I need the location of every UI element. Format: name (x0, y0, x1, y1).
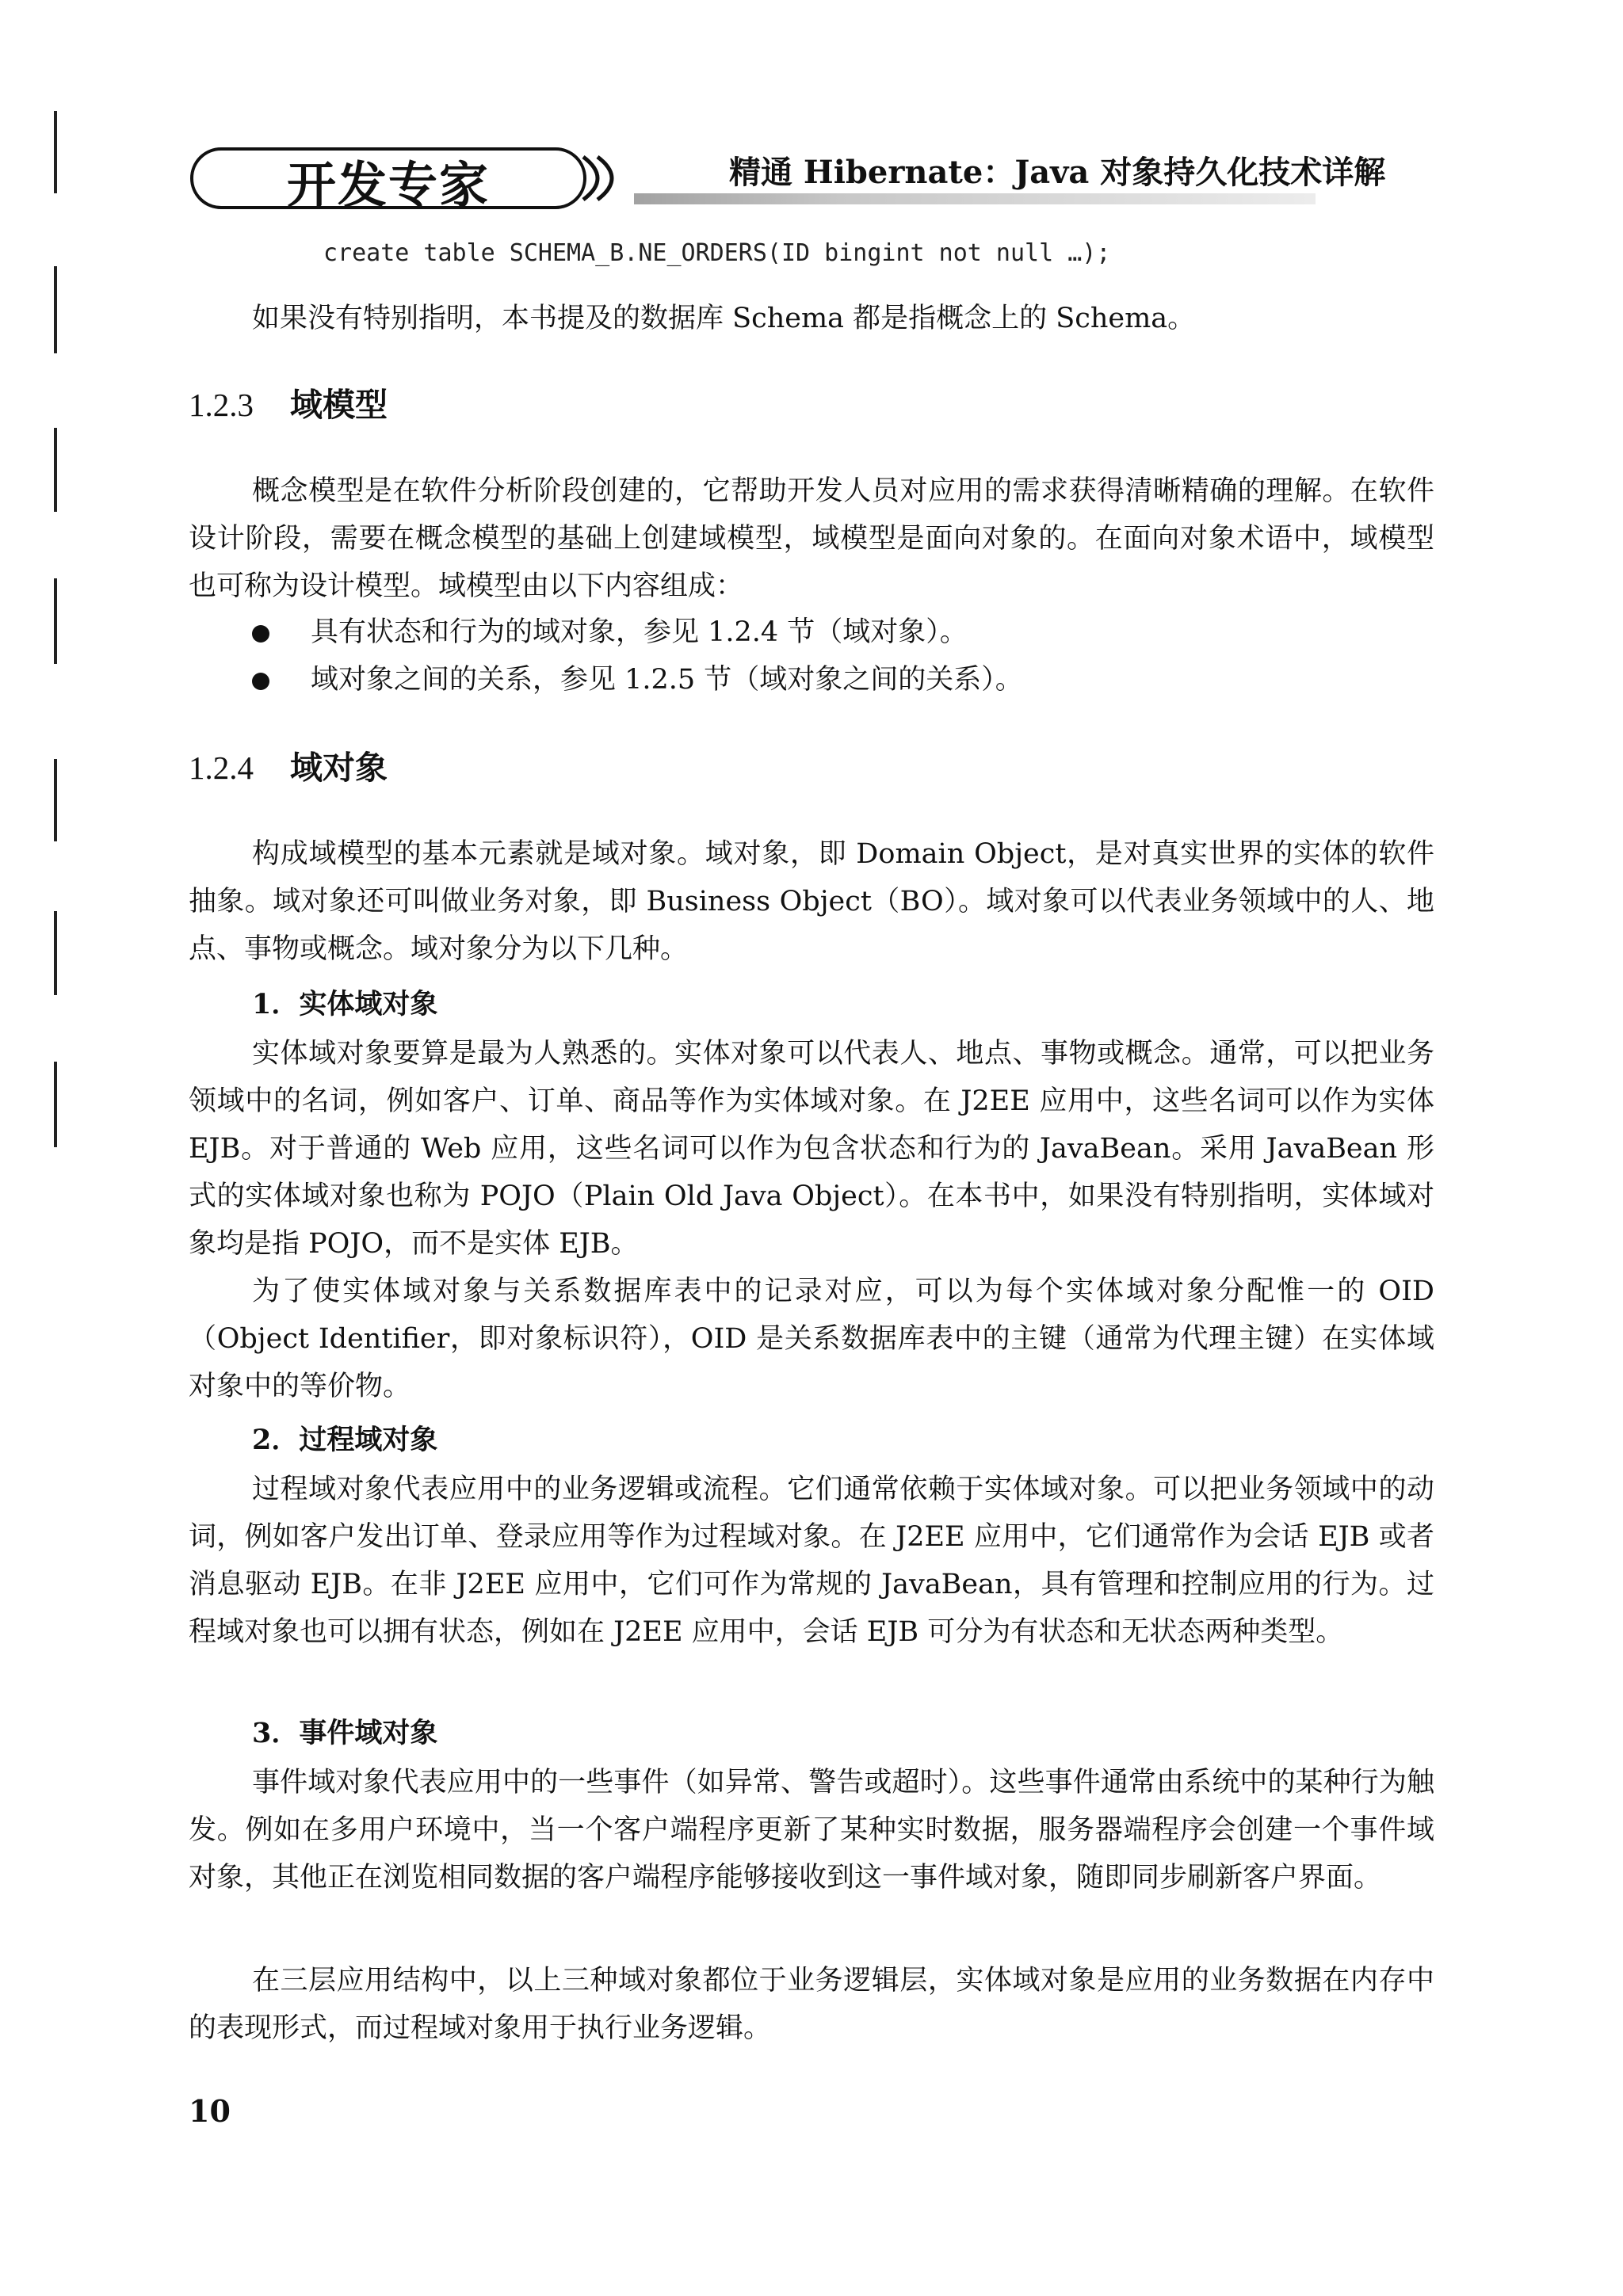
subheading-entity: 1．实体域对象 (252, 988, 438, 1020)
subheading-process: 2．过程域对象 (252, 1424, 438, 1456)
paragraph-domain-model: 概念模型是在软件分析阶段创建的，它帮助开发人员对应用的需求获得清晰精确的理解。在软件设计阶段，需要在概念模型的基础上创建域模型，域模型是面向对象的。在面向对象术语中，域模型也可称为设计模型。域模型由以下内容组成： (189, 475, 1434, 602)
section-heading-1-2-3 (189, 379, 388, 425)
section-number: 1.2.3 (189, 387, 254, 423)
margin-mark (54, 1062, 57, 1147)
paragraph-event: 事件域对象代表应用中的一些事件（如异常、警告或超时）。这些事件通常由系统中的某种行为触发。例如在多用户环境中，当一个客户端程序更新了某种实时数据，服务器端程序会创建一个事件域对象，其他正在浏览相同数据的客户端程序能够接收到这一事件域对象，随即同步刷新客户界面。 (189, 1767, 1434, 1894)
paragraph-domain-object: 构成域模型的基本元素就是域对象。域对象，即 Domain Object，是对真实世界的实体的软件抽象。域对象还可叫做业务对象，即 Business Object（BO）。域对象可以代表业务领域中的人、地点、事物或概念。域对象分为以下几种。 (189, 838, 1434, 965)
series-logo-text: 开发专家 (287, 156, 491, 214)
paragraph-layers: 在三层应用结构中，以上三种域对象都位于业务逻辑层，实体域对象是应用的业务数据在内存中的表现形式，而过程域对象用于执行业务逻辑。 (189, 1965, 1434, 2044)
margin-mark (54, 428, 57, 512)
margin-mark (54, 759, 57, 841)
margin-mark (54, 266, 57, 353)
paragraph-schema-note: 如果没有特别指明，本书提及的数据库 Schema 都是指概念上的 Schema。 (252, 303, 1196, 334)
list-item-text: 具有状态和行为的域对象，参见 1.2.4 节（域对象）。 (311, 616, 968, 648)
margin-mark (54, 911, 57, 995)
margin-mark (54, 578, 57, 664)
book-title: 精通 Hibernate：Java 对象持久化技术详解 (729, 154, 1386, 191)
margin-mark (54, 111, 57, 193)
paragraph-entity-2: 为了使实体域对象与关系数据库表中的记录对应，可以为每个实体域对象分配惟一的 OID（Object Identifier，即对象标识符），OID 是关系数据库表中的主键（通常为代理主键）在实体域对象中的等价物。 (189, 1276, 1434, 1402)
subheading-event: 3．事件域对象 (252, 1717, 438, 1749)
bullet-icon (252, 673, 269, 690)
list-item-text: 域对象之间的关系，参见 1.2.5 节（域对象之间的关系）。 (311, 664, 1023, 696)
bullet-icon (252, 625, 269, 643)
paragraph-entity-1: 实体域对象要算是最为人熟悉的。实体对象可以代表人、地点、事物或概念。通常，可以把业务领域中的名词，例如客户、订单、商品等作为实体域对象。在 J2EE 应用中，这些名词可以作为实体 EJB。对于普通的 Web 应用，这些名词可以作为包含状态和行为的 JavaBean。采用 JavaBean 形式的实体域对象也称为 POJO（Plain Old Java Object）。在本书中，如果没有特别指明，实体域对象均是指 POJO，而不是实体 EJB。 (189, 1038, 1434, 1260)
sql-code-line: create table SCHEMA_B.NE_ORDERS(ID bingint not null …); (323, 239, 1111, 267)
running-header (190, 147, 1386, 223)
section-title: 域对象 (290, 749, 388, 787)
page-number: 10 (189, 2093, 231, 2129)
header-rule (634, 193, 1316, 204)
list-item (252, 658, 1023, 697)
list-item (252, 610, 968, 650)
section-number: 1.2.4 (189, 749, 254, 786)
paragraph-process: 过程域对象代表应用中的业务逻辑或流程。它们通常依赖于实体域对象。可以把业务领域中的动词，例如客户发出订单、登录应用等作为过程域对象。在 J2EE 应用中，它们通常作为会话 EJB 或者消息驱动 EJB。在非 J2EE 应用中，它们可作为常规的 JavaBean，具有管理和控制应用的行为。过程域对象也可以拥有状态，例如在 J2EE 应用中，会话 EJB 可分为有状态和无状态两种类型。 (189, 1474, 1434, 1648)
section-heading-1-2-4 (189, 742, 388, 788)
section-title: 域模型 (290, 386, 388, 424)
logo-arrow-icon (580, 154, 636, 203)
series-logo (190, 147, 586, 214)
